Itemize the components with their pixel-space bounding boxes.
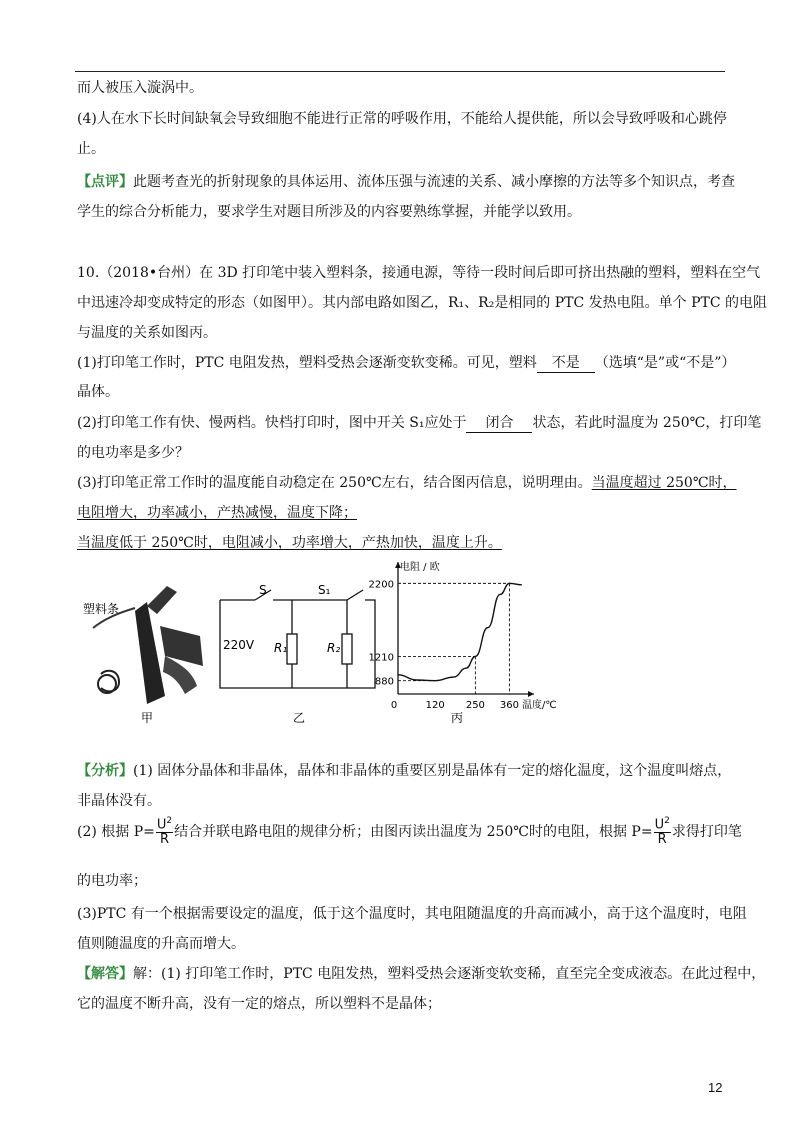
text-line: 的电功率； (77, 873, 147, 889)
x-tick-label: 0 (390, 700, 398, 711)
figure-yi-caption: 乙 (293, 711, 306, 725)
power-formula (156, 817, 173, 847)
part1-text: （选填“是”或“不是”） (594, 355, 736, 371)
x-tick-label: 250 (465, 700, 485, 711)
formula-exponent: 2 (166, 816, 173, 826)
plastic-strip-label: 塑料条 (83, 602, 120, 616)
analysis-text: (2) 根据 P= (77, 823, 155, 840)
answer-text: 当温度低于 250℃时，电阻减小，功率增大，产热加快，温度上升。 (77, 535, 502, 551)
text-line: 值则随温度的升高而增大。 (77, 936, 245, 952)
pen-illustration (83, 586, 203, 725)
part3-line (77, 472, 737, 492)
text-line: (3)PTC 有一个根据需要设定的温度，低于这个温度时，其电阻随温度的升高而减小，高于这个温度时，电阻 (77, 906, 747, 922)
power-formula (654, 817, 671, 847)
part2-text: 状态，若此时温度为 250℃，打印笔 (532, 415, 762, 431)
formula-exponent: 2 (664, 816, 670, 826)
text-line: 非晶体没有。 (77, 793, 161, 809)
analysis-text: 结合并联电路电阻的规律分析；由图丙读出温度为 250℃时的电阻，根据 P= (174, 823, 653, 840)
text-line: 晶体。 (77, 384, 119, 400)
y-tick-label: 1210 (368, 652, 394, 664)
page-number: 12 (708, 1080, 723, 1095)
figure-bing-caption: 丙 (451, 711, 464, 725)
solution-text: 解：(1) 打印笔工作时，PTC 电阻发热，塑料受热会逐渐变软变稀，直至完全变成液态。在此过程中， (133, 966, 766, 982)
figure-jia-caption: 甲 (141, 711, 154, 725)
answer-blank: 不是 (537, 352, 595, 373)
comment-line (77, 171, 735, 191)
r1-label: R₁ (274, 641, 288, 655)
x-tick-label: 360 (499, 700, 519, 711)
text-line: 止。 (77, 141, 105, 157)
x-axis-arrow (528, 691, 534, 697)
answer-text: 当温度超过 250℃时， (591, 475, 737, 491)
analysis-text: (1) 固体分晶体和非晶体，晶体和非晶体的重要区别是晶体有一定的熔化温度，这个温度叫熔点， (133, 763, 732, 779)
comment-tag: 【点评】 (77, 174, 133, 190)
switch-s-label: S (259, 583, 267, 597)
analysis-tag: 【分析】 (77, 763, 133, 779)
y-axis-label: 电阻 / 欧 (400, 562, 440, 573)
text-line: (4)人在水下长时间缺氧会导致细胞不能进行正常的呼吸作用，不能给人提供能，所以会导致呼吸和心跳停 (77, 111, 727, 127)
question-line: 与温度的关系如图丙。 (77, 325, 217, 341)
part2-line (77, 412, 761, 433)
formula-line (77, 817, 742, 847)
solution-line (77, 963, 765, 983)
formula-numerator: U (156, 817, 167, 833)
part3-text: (3)打印笔正常工作时的温度能自动稳定在 250℃左右，结合图丙信息，说明理由。 (77, 475, 592, 491)
question-line: 10.（2018•台州）在 3D 打印笔中装入塑料条，接通电源，等待一段时间后即可挤出热融的塑料，塑料在空气 (77, 265, 761, 281)
analysis-text: 求得打印笔 (671, 823, 742, 840)
answer-blank: 闭合 (466, 412, 532, 433)
voltage-label: 220V (223, 638, 255, 652)
x-axis-label: 温度/℃ (522, 700, 557, 711)
y-tick-label: 2200 (368, 579, 394, 591)
part1-line (77, 352, 735, 373)
switch-s1-label: S₁ (318, 583, 331, 597)
text-line: 而人被压入漩涡中。 (77, 80, 203, 96)
answer-text: 电阻增大，功率减小，产热减慢，温度下降； (77, 505, 357, 521)
formula-denominator: R (159, 831, 170, 847)
part1-text: (1)打印笔工作时，PTC 电阻发热，塑料受热会逐渐变软变稀。可见，塑料 (77, 355, 537, 371)
text-line: 学生的综合分析能力，要求学生对题目所涉及的内容要熟练掌握，并能学以致用。 (77, 204, 581, 220)
formula-denominator: R (657, 831, 667, 847)
part2-text: (2)打印笔工作有快、慢两档。快档打印时，图中开关 S₁应处于 (77, 415, 467, 431)
answer-line (77, 532, 502, 552)
figure-row (75, 556, 557, 736)
comment-text: 此题考查光的折射现象的具体运用、流体压强与流速的关系、减小摩擦的方法等多个知识点，考查 (133, 174, 735, 190)
header-rule (75, 71, 725, 72)
text-line: 的电功率是多少？ (77, 445, 189, 461)
r2-label: R₂ (327, 641, 341, 655)
solution-tag: 【解答】 (77, 966, 133, 982)
analysis-line (77, 760, 731, 780)
ptc-resistance-chart (369, 560, 557, 711)
answer-line (77, 502, 357, 522)
question-line: 中迅速冷却变成特定的形态（如图甲）。其内部电路如图乙，R₁、R₂是相同的 PTC 发热电阻。单个 PTC 的电阻 (77, 295, 768, 311)
formula-numerator: U (654, 817, 665, 833)
y-tick-label: 880 (374, 676, 394, 688)
x-tick-label: 120 (425, 700, 445, 711)
resistance-curve (398, 583, 522, 680)
text-line: 它的温度不断升高，没有一定的熔点，所以塑料不是晶体； (77, 996, 441, 1012)
